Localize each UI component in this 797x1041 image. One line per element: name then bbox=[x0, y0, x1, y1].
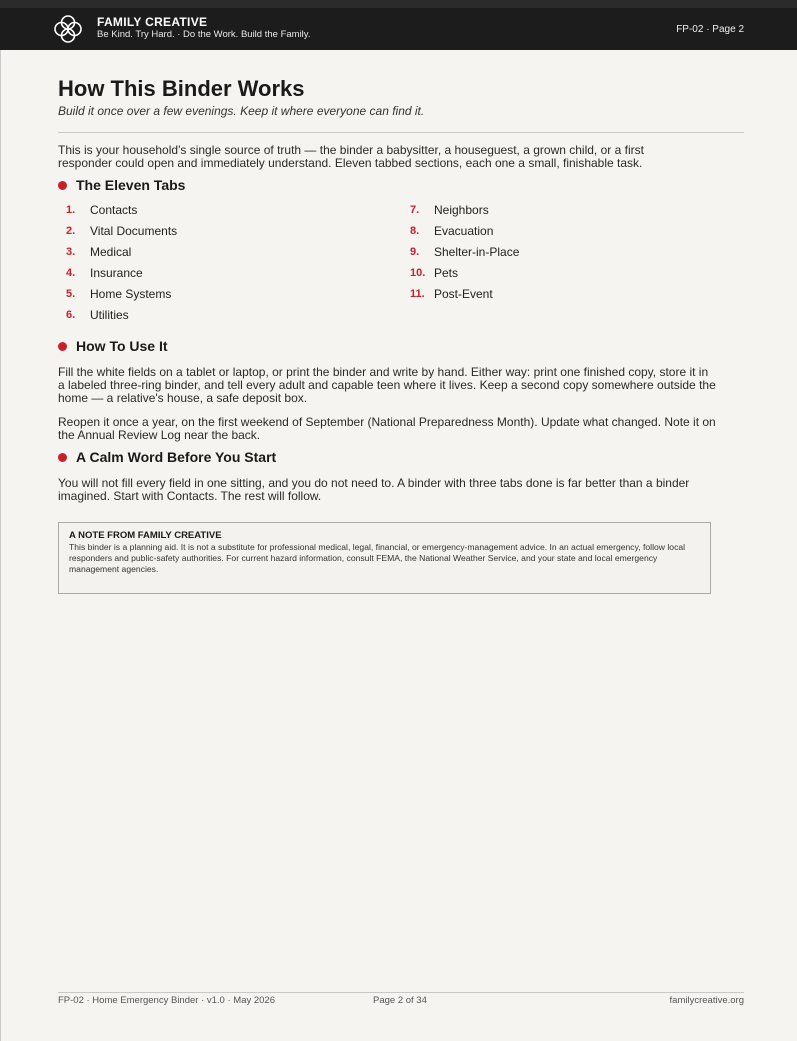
tab-label: Neighbors bbox=[434, 203, 489, 217]
tab-label: Post-Event bbox=[434, 287, 493, 301]
list-item bbox=[410, 202, 489, 218]
tab-label: Evacuation bbox=[434, 224, 494, 238]
tab-number: 2. bbox=[66, 225, 76, 237]
footer-website-link[interactable]: familycreative.org bbox=[669, 995, 744, 1006]
list-item bbox=[410, 265, 458, 281]
section-title: The Eleven Tabs bbox=[76, 177, 186, 193]
tab-number: 11. bbox=[410, 288, 425, 300]
note-title: A NOTE FROM FAMILY CREATIVE bbox=[69, 530, 222, 541]
footer-page-number: Page 2 of 34 bbox=[373, 995, 427, 1006]
use-section-heading bbox=[58, 338, 168, 354]
intro-paragraph: This is your household's single source of truth — the binder a babysitter, a houseguest, a grown child, or a first responder could open and immediately understand. Eleven tabbed sections, each one a small, finishable task. bbox=[58, 143, 644, 170]
list-item bbox=[410, 286, 493, 302]
list-item bbox=[66, 202, 137, 218]
list-item bbox=[66, 223, 177, 239]
tab-number: 10. bbox=[410, 267, 426, 279]
list-item bbox=[66, 265, 143, 281]
tab-number: 8. bbox=[410, 225, 420, 237]
tab-number: 4. bbox=[66, 267, 76, 279]
page-header bbox=[0, 8, 797, 50]
page-code: FP-02 · Page 2 bbox=[676, 24, 744, 35]
use-paragraph-1: Fill the white fields on a tablet or laptop, or print the binder and write by hand. Either way: print one finished copy, store it in a labeled three-ring binder, and tell every adult and capable teen where it lives. Keep a second copy somewhere outside the home — a relative's house, a safe deposit box. bbox=[58, 365, 716, 405]
tab-number: 9. bbox=[410, 246, 420, 258]
page-content bbox=[58, 76, 744, 574]
tabs-list bbox=[66, 202, 586, 332]
disclaimer-note bbox=[58, 522, 711, 594]
list-item bbox=[410, 244, 519, 260]
brand-name: FAMILY CREATIVE bbox=[97, 15, 208, 29]
list-item bbox=[66, 286, 171, 302]
page-subtitle: Build it once over a few evenings. Keep it where everyone can find it. bbox=[58, 104, 425, 118]
list-item bbox=[66, 244, 131, 260]
list-item bbox=[410, 223, 493, 239]
calm-section-heading bbox=[58, 449, 276, 465]
tab-label: Contacts bbox=[90, 203, 138, 217]
section-title: How To Use It bbox=[76, 338, 168, 354]
bullet-dot-icon bbox=[58, 181, 67, 190]
tab-label: Insurance bbox=[90, 266, 143, 280]
tab-label: Vital Documents bbox=[90, 224, 178, 238]
tab-label: Shelter-in-Place bbox=[434, 245, 520, 259]
section-title: A Calm Word Before You Start bbox=[76, 449, 277, 465]
footer-doc-info: FP-02 · Home Emergency Binder · v1.0 · May 2026 bbox=[58, 995, 276, 1006]
tabs-section-heading bbox=[58, 177, 185, 193]
footer-divider bbox=[58, 992, 744, 993]
bullet-dot-icon bbox=[58, 453, 67, 462]
use-paragraph-2: Reopen it once a year, on the first weekend of September (National Preparedness Month). Update what changed. Note it on the Annual Review Log near the back. bbox=[58, 415, 716, 442]
tab-label: Pets bbox=[434, 266, 459, 280]
interlocking-circles-icon bbox=[52, 13, 84, 45]
page-edge bbox=[0, 50, 1, 1041]
tab-number: 6. bbox=[66, 309, 76, 321]
tab-label: Utilities bbox=[90, 308, 129, 322]
tab-label: Home Systems bbox=[90, 287, 172, 301]
note-body: This binder is a planning aid. It is not a substitute for professional medical, legal, financial, or emergency-management advice. In an actual emergency, follow local responders and public-safety authorities. For current hazard information, consult FEMA, the National Weather Service, and your state and local emergency management agencies. bbox=[69, 542, 686, 574]
top-strip bbox=[0, 0, 797, 8]
tab-number: 1. bbox=[66, 204, 76, 216]
brand-block bbox=[97, 16, 310, 41]
tab-label: Medical bbox=[90, 245, 132, 259]
list-item bbox=[66, 307, 129, 323]
tab-number: 7. bbox=[410, 204, 420, 216]
brand-tagline: Be Kind. Try Hard. · Do the Work. Build the Family. bbox=[97, 29, 311, 40]
page-title: How This Binder Works bbox=[58, 76, 305, 101]
calm-paragraph: You will not fill every field in one sitting, and you do not need to. A binder with three tabs done is far better than a binder imagined. Start with Contacts. The rest will follow. bbox=[58, 476, 690, 503]
bullet-dot-icon bbox=[58, 342, 67, 351]
title-divider bbox=[58, 132, 744, 133]
tab-number: 5. bbox=[66, 288, 76, 300]
tab-number: 3. bbox=[66, 246, 76, 258]
